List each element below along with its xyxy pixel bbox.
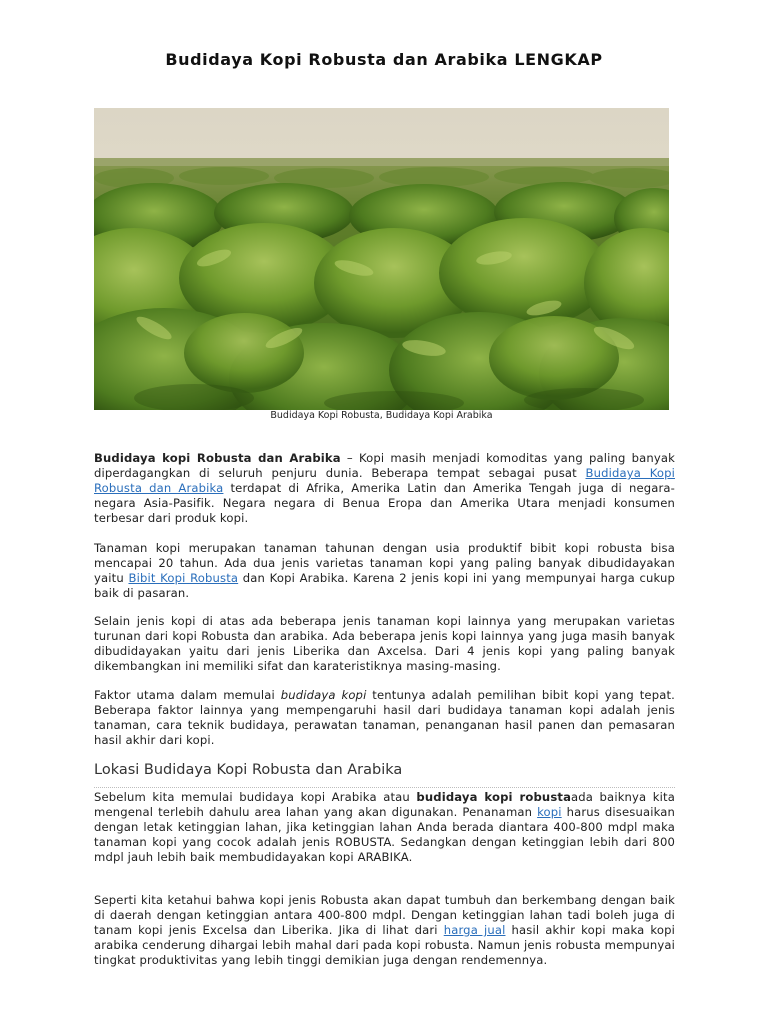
link-bibit-kopi-robusta[interactable]: Bibit Kopi Robusta <box>128 571 239 585</box>
text-span: Seperti kita ketahui bahwa kopi jenis Robusta akan dapat tumbuh dan berkembang dengan baik di daerah dengan ketinggian antara 400-800 mdpl. Dengan ketinggian lahan tadi boleh juga di tanam kopi jenis Excelsa dan Liberika. Jika di lihat dari <box>94 893 675 937</box>
paragraph-3 <box>94 614 675 674</box>
italic-term: budidaya kopi <box>280 688 367 702</box>
text-span: hasil akhir kopi maka kopi arabika cenderung dihargai lebih mahal dari pada kopi robusta. Namun jenis robusta mempunyai tingkat produktivitas yang lebih tinggi demikian juga dengan rendemennya. <box>94 923 675 967</box>
bold-lead: Budidaya kopi Robusta dan Arabika <box>94 451 341 465</box>
paragraph-2 <box>94 541 675 601</box>
text-span: Faktor utama dalam memulai <box>94 688 281 702</box>
text-span: tentunya adalah pemilihan bibit kopi yang tepat. Beberapa faktor lainnya yang mempengaruhi hasil dari budidaya tanaman kopi adalah jenis tanaman, cara teknik budidaya, perawatan tanaman, penanganan hasil panen dan pemasaran hasil akhir dari kopi. <box>94 688 675 747</box>
text-span: ada baiknya kita mengenal terlebih dahulu area lahan yang akan digunakan. Penanaman <box>94 790 675 819</box>
link-harga-jual[interactable]: harga jual <box>443 923 506 937</box>
link-kopi[interactable]: kopi <box>537 805 562 819</box>
paragraph-1 <box>94 451 675 526</box>
paragraph-4 <box>94 688 675 748</box>
paragraph-5 <box>94 790 675 865</box>
figure-caption: Budidaya Kopi Robusta, Budidaya Kopi Arabika <box>270 410 493 421</box>
section-heading: Lokasi Budidaya Kopi Robusta dan Arabika <box>94 762 675 788</box>
bold-term: budidaya kopi robusta <box>416 790 572 804</box>
text-span: Selain jenis kopi di atas ada beberapa jenis tanaman kopi lainnya yang merupakan varietas turunan dari kopi Robusta dan arabika. Ada beberapa jenis kopi lainnya yang juga masih banyak dibudidayakan yaitu dari jenis Liberika dan Axcelsa. Dari 4 jenis kopi yang paling banyak dikembangkan ini memiliki sifat dan karateristiknya masing-masing. <box>94 614 675 673</box>
paragraph-6 <box>94 893 675 968</box>
text-span: dan Kopi Arabika. Karena 2 jenis kopi ini yang mempunyai harga cukup baik di pasaran. <box>94 571 676 600</box>
text-span: harus disesuaikan dengan letak ketinggian lahan, jika ketinggian lahan Anda berada diantara 400-800 mdpl maka tanaman kopi yang cocok adalah jenis ROBUSTA. Sedangkan dengan ketinggian lebih dari 800 mdpl jauh lebih baik membudidayakan kopi ARABIKA. <box>94 805 676 864</box>
text-span: – Kopi masih menjadi komoditas yang paling banyak diperdagangkan di seluruh penjuru dunia. Beberapa tempat sebagai pusat <box>94 451 675 480</box>
page-title: Budidaya Kopi Robusta dan Arabika LENGKAP <box>165 50 603 69</box>
link-budidaya-kopi[interactable]: Budidaya Kopi Robusta dan Arabika <box>94 466 675 495</box>
text-span: terdapat di Afrika, Amerika Latin dan Amerika Tengah juga di negara-negara Asia-Pasifik. Negara negara di Benua Eropa dan Amerika Utara menjadi konsumen terbesar dari produk kopi. <box>94 481 675 525</box>
coffee-plantation-image <box>94 108 669 410</box>
text-span: Sebelum kita memulai budidaya kopi Arabika atau <box>94 790 417 804</box>
text-span: Tanaman kopi merupakan tanaman tahunan dengan usia produktif bibit kopi robusta bisa mencapai 20 tahun. Ada dua jenis varietas tanaman kopi yang paling banyak dibudidayakan yaitu <box>94 541 675 585</box>
